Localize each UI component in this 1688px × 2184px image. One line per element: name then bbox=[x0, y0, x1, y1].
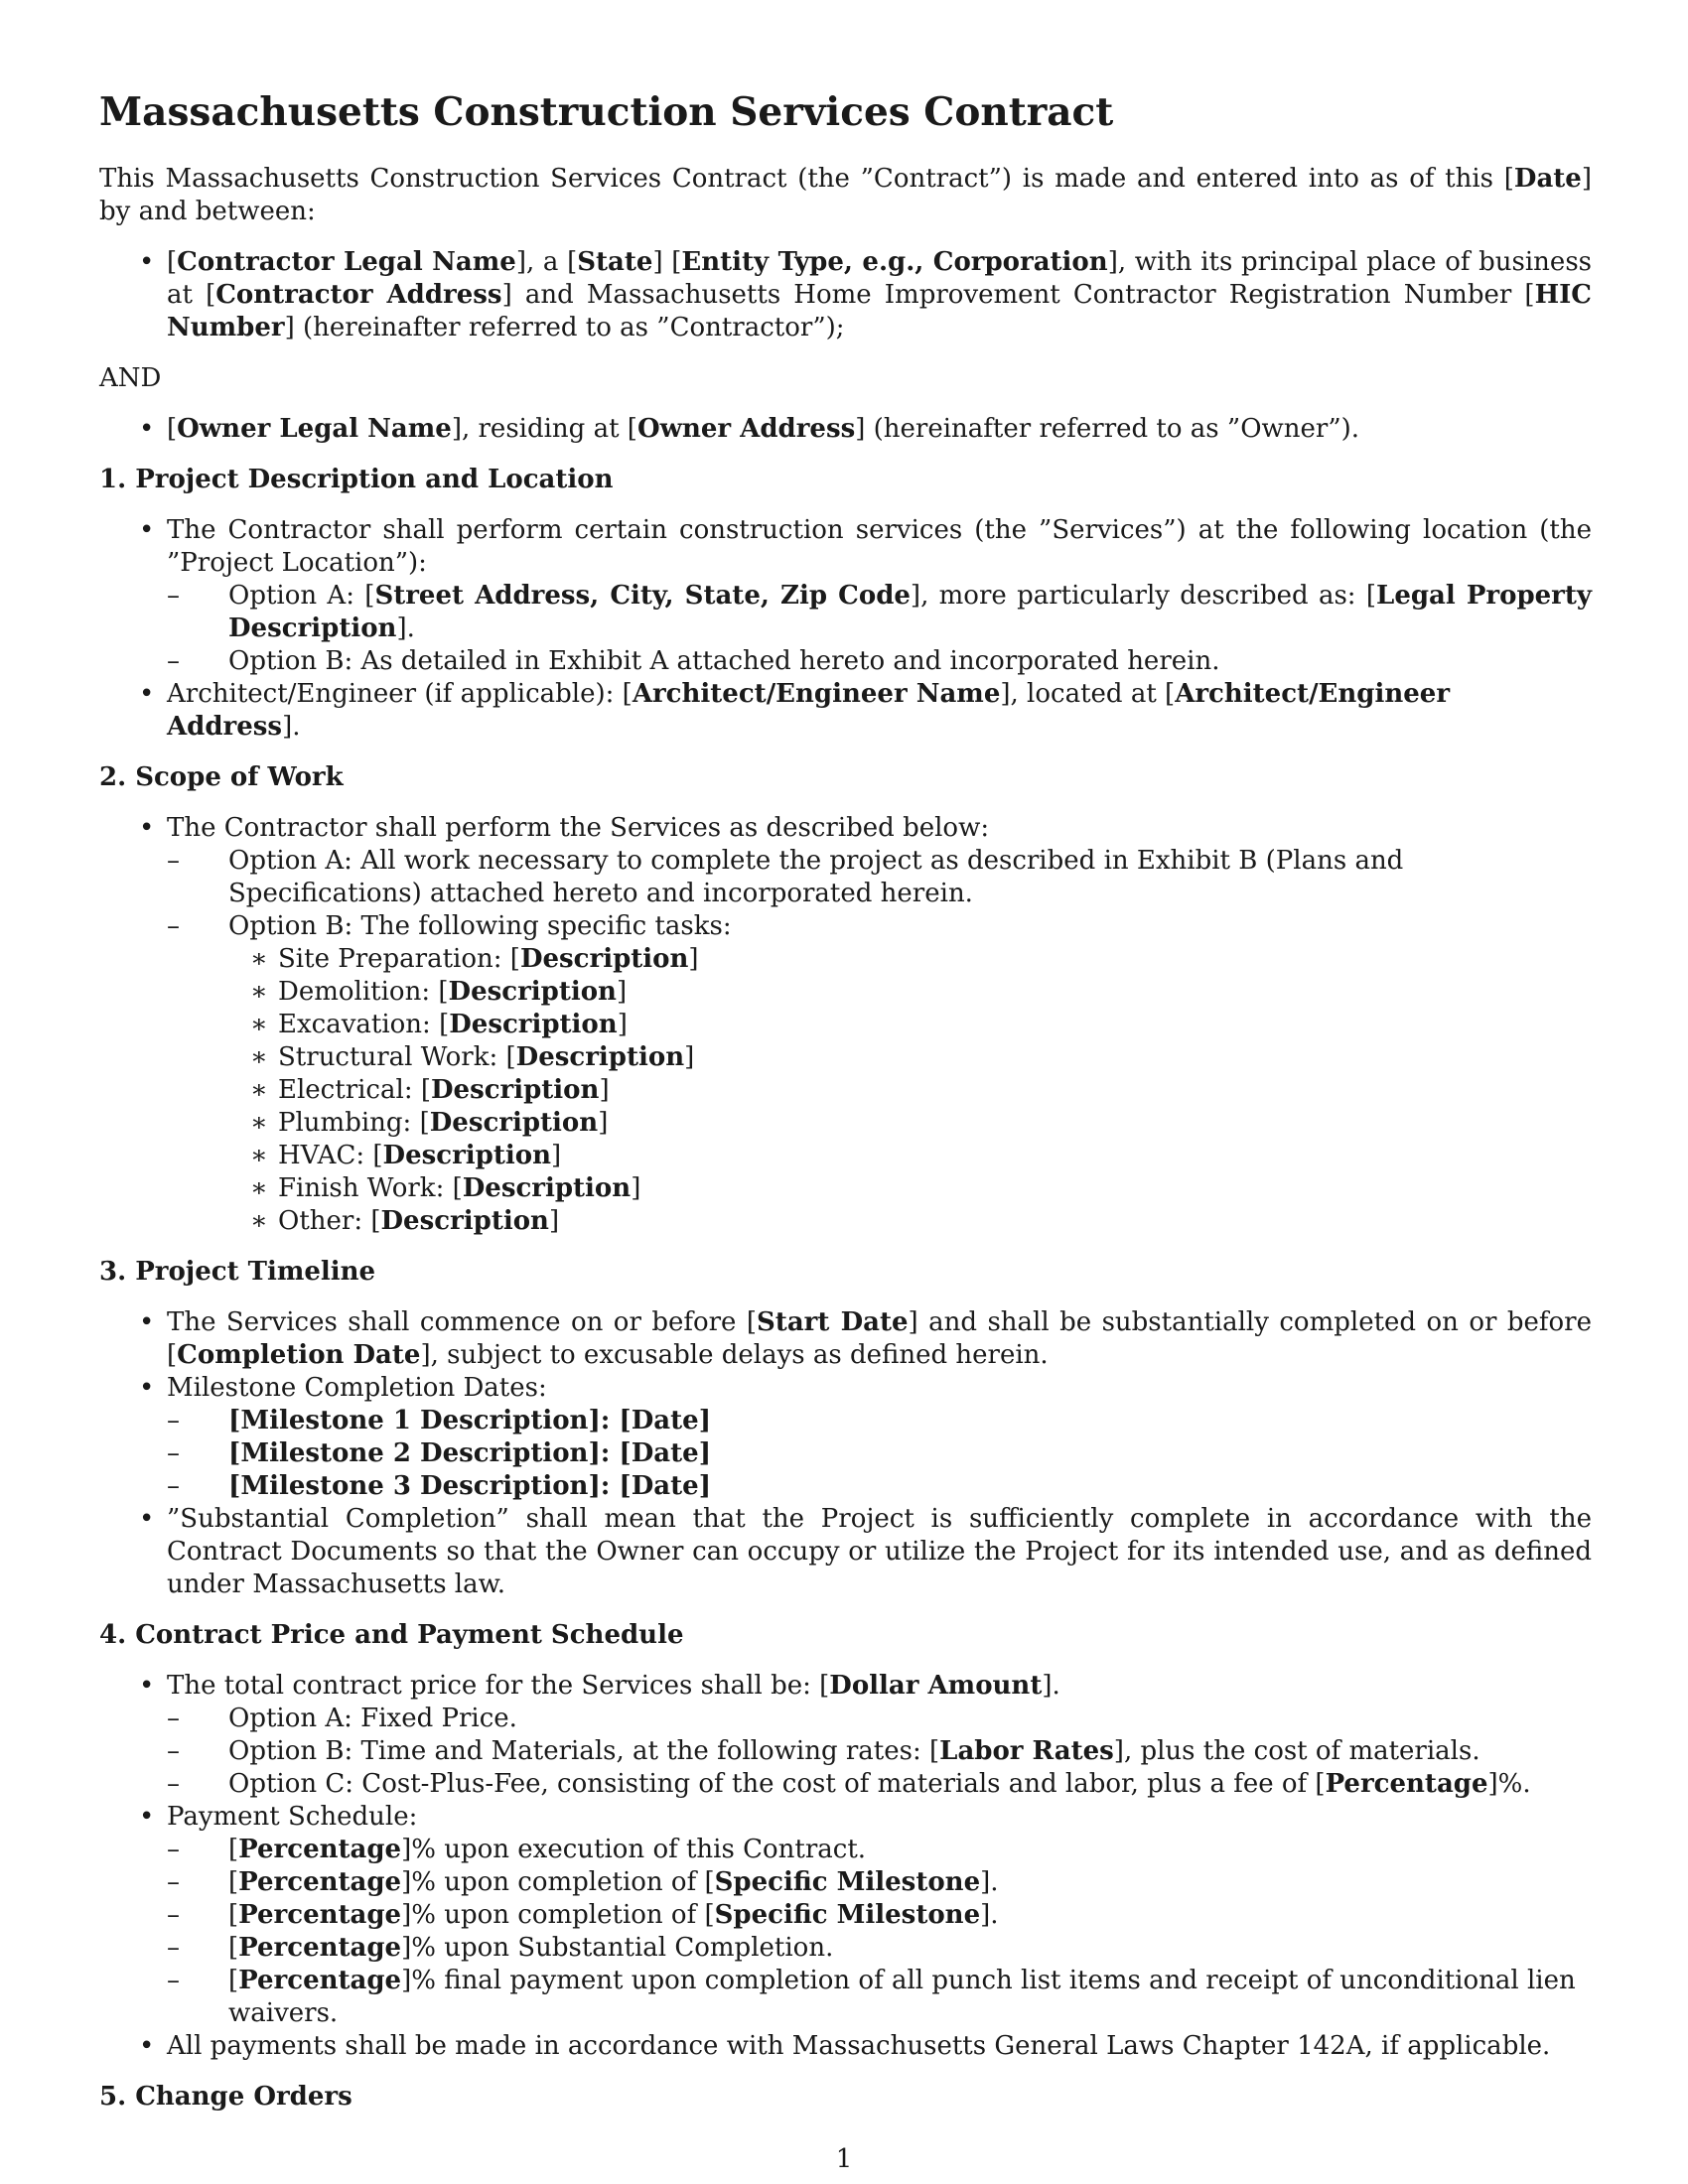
list-item: • The Contractor shall perform certain construction services (the ”Services”) at the following location (the ”Project Location”): – Option A: [Street Address, City, State, Zip Code], more particularly described as: [Legal Property Description]. – Option B: As detailed in Exhibit A attached hereto and incorporated herein. bbox=[99, 514, 1592, 678]
payment-item: – [Percentage]% upon completion of [Specific Milestone]. bbox=[167, 1866, 1592, 1899]
page-title: Massachusetts Construction Services Contract bbox=[99, 89, 1114, 135]
milestone-item: – [Milestone 2 Description]: [Date] bbox=[167, 1437, 1592, 1470]
task-item: ∗ Excavation: [Description] bbox=[167, 1009, 1592, 1041]
list-item: – Option B: Time and Materials, at the following rates: [Labor Rates], plus the cost of materials. bbox=[167, 1735, 1592, 1768]
task-item: ∗ Demolition: [Description] bbox=[167, 976, 1592, 1009]
task-item: ∗ HVAC: [Description] bbox=[167, 1140, 1592, 1172]
payment-item: – [Percentage]% upon completion of [Specific Milestone]. bbox=[167, 1899, 1592, 1932]
section-3-heading: 3. Project Timeline bbox=[99, 1257, 376, 1287]
contractor-list bbox=[99, 246, 1592, 344]
list-item: • The Contractor shall perform the Services as described below: – Option A: All work necessary to complete the project as described in Exhibit B (Plans and Specifications) attached hereto and incorporated herein. – Option B: The following specific tasks: ∗ Site Preparation: [Description] ∗ Demolition: [Description] ∗ Excavation: [Description] ∗ Structural Work: [Description] ∗ Electrical: [Description] ∗ Plumbing: [Description] ∗ HVAC: [Description] ∗ Finish Work: [Description] ∗ Other: [Description] bbox=[99, 812, 1592, 1238]
section-5-heading: 5. Change Orders bbox=[99, 2082, 352, 2112]
owner-item: • [Owner Legal Name], residing at [Owner Address] (hereinafter referred to as ”Owner”). bbox=[99, 413, 1592, 446]
payment-list bbox=[167, 1834, 1592, 2030]
task-item: ∗ Structural Work: [Description] bbox=[167, 1041, 1592, 1074]
section-4-heading: 4. Contract Price and Payment Schedule bbox=[99, 1620, 684, 1650]
section-2-list bbox=[99, 812, 1592, 1238]
task-item: ∗ Finish Work: [Description] bbox=[167, 1172, 1592, 1205]
sublist bbox=[167, 1703, 1592, 1801]
list-item: • The Services shall commence on or before [Start Date] and shall be substantially completed on or before [Completion Date], subject to excusable delays as defined herein. bbox=[99, 1306, 1592, 1372]
task-item: ∗ Electrical: [Description] bbox=[167, 1074, 1592, 1107]
list-item: – Option B: As detailed in Exhibit A attached hereto and incorporated herein. bbox=[167, 645, 1592, 678]
list-item: – Option B: The following specific tasks: ∗ Site Preparation: [Description] ∗ Demolition: [Description] ∗ Excavation: [Description] ∗ Structural Work: [Description] ∗ Electrical: [Description] ∗ Plumbing: [Description] ∗ HVAC: [Description] ∗ Finish Work: [Description] ∗ Other: [Description] bbox=[167, 910, 1592, 1238]
milestone-item: – [Milestone 1 Description]: [Date] bbox=[167, 1405, 1592, 1437]
contractor-item: • [Contractor Legal Name], a [State] [Entity Type, e.g., Corporation], with its principal place of business at [Contractor Address] and Massachusetts Home Improvement Contractor Registration Number [HIC Number] (hereinafter referred to as ”Contractor”); bbox=[99, 246, 1592, 344]
list-item: • Milestone Completion Dates: – [Milestone 1 Description]: [Date] – [Milestone 2 Description]: [Date] – [Milestone 3 Description]: [Date] bbox=[99, 1372, 1592, 1503]
milestone-item: – [Milestone 3 Description]: [Date] bbox=[167, 1470, 1592, 1503]
list-item: • ”Substantial Completion” shall mean that the Project is sufficiently complete in accordance with the Contract Documents so that the Owner can occupy or utilize the Project for its intended use, and as defined under Massachusetts law. bbox=[99, 1503, 1592, 1601]
task-item: ∗ Other: [Description] bbox=[167, 1205, 1592, 1238]
list-item: • All payments shall be made in accordance with Massachusetts General Laws Chapter 142A, if applicable. bbox=[99, 2030, 1592, 2063]
task-item: ∗ Plumbing: [Description] bbox=[167, 1107, 1592, 1140]
page-number: 1 bbox=[835, 2144, 853, 2174]
section-2-heading: 2. Scope of Work bbox=[99, 762, 344, 792]
section-1-list bbox=[99, 514, 1592, 744]
section-4-list bbox=[99, 1670, 1592, 2063]
intro-paragraph: This Massachusetts Construction Services Contract (the ”Contract”) is made and entered into as of this [Date] by and between: bbox=[99, 164, 1592, 226]
task-item: ∗ Site Preparation: [Description] bbox=[167, 943, 1592, 976]
section-3-list bbox=[99, 1306, 1592, 1601]
payment-item: – [Percentage]% upon execution of this Contract. bbox=[167, 1834, 1592, 1866]
list-item: – Option A: [Street Address, City, State, Zip Code], more particularly described as: [Legal Property Description]. bbox=[167, 580, 1592, 645]
date-placeholder: Date bbox=[1513, 164, 1582, 194]
list-item: – Option C: Cost-Plus-Fee, consisting of the cost of materials and labor, plus a fee of [Percentage]%. bbox=[167, 1768, 1592, 1801]
list-item: • The total contract price for the Services shall be: [Dollar Amount]. – Option A: Fixed Price. – Option B: Time and Materials, at the following rates: [Labor Rates], plus the cost of materials. – Option C: Cost-Plus-Fee, consisting of the cost of materials and labor, plus a fee of [Percentage]%. bbox=[99, 1670, 1592, 1801]
sublist bbox=[167, 580, 1592, 678]
list-item: – Option A: All work necessary to complete the project as described in Exhibit B (Plans and Specifications) attached hereto and incorporated herein. bbox=[167, 845, 1592, 910]
contract-page bbox=[99, 87, 1592, 2114]
and-separator: AND bbox=[99, 363, 162, 393]
list-item: • Architect/Engineer (if applicable): [Architect/Engineer Name], located at [Architect/Engineer Address]. bbox=[99, 678, 1592, 744]
payment-item: – [Percentage]% upon Substantial Completion. bbox=[167, 1932, 1592, 1965]
task-list bbox=[167, 943, 1592, 1238]
payment-item: – [Percentage]% final payment upon completion of all punch list items and receipt of unconditional lien waivers. bbox=[167, 1965, 1592, 2030]
sublist bbox=[167, 845, 1592, 1238]
section-1-heading: 1. Project Description and Location bbox=[99, 465, 614, 494]
owner-list bbox=[99, 413, 1592, 446]
list-item: • Payment Schedule: – [Percentage]% upon execution of this Contract. – [Percentage]% upon completion of [Specific Milestone]. – [Percentage]% upon completion of [Specific Milestone]. – [Percentage]% upon Substantial Completion. – [Percentage]% final payment upon completion of all punch list items and receipt of unconditional lien waivers. bbox=[99, 1801, 1592, 2030]
milestone-list bbox=[167, 1405, 1592, 1503]
list-item: – Option A: Fixed Price. bbox=[167, 1703, 1592, 1735]
